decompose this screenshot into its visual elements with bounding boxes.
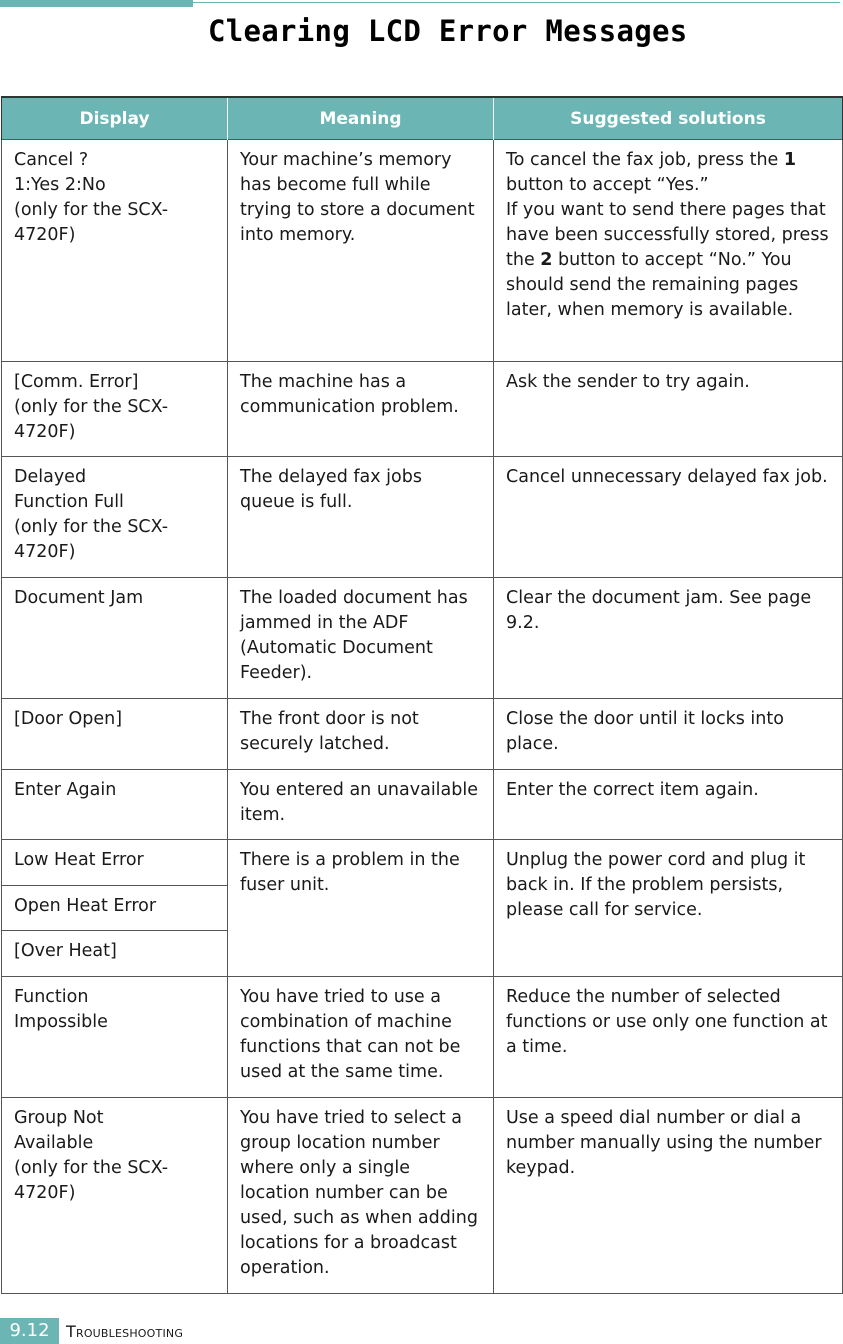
solution-cell: Cancel unnecessary delayed fax job. (494, 457, 843, 578)
display-cell: Cancel ? 1:Yes 2:No (only for the SCX-4720F) (2, 140, 228, 362)
table-row (2, 140, 843, 362)
meaning-cell: Your machine’s memory has become full while trying to store a document into memory. (228, 140, 494, 362)
table-row (2, 362, 843, 457)
table-row (2, 1098, 843, 1294)
display-cell: Low Heat Error (2, 840, 228, 886)
solution-cell: Ask the sender to try again. (494, 362, 843, 457)
display-cell: Document Jam (2, 578, 228, 699)
display-cell: Delayed Function Full (only for the SCX-4720F) (2, 457, 228, 578)
display-cell: Function Impossible (2, 977, 228, 1098)
meaning-cell: The front door is not securely latched. (228, 699, 494, 770)
display-cell: Enter Again (2, 770, 228, 840)
meaning-cell: You have tried to select a group location number where only a single location number can be used, such as when adding locations for a broadcast operation. (228, 1098, 494, 1294)
header-suggested-solutions: Suggested solutions (494, 97, 843, 140)
header-accent-bar (0, 0, 193, 7)
page-number-badge: 9.12 (0, 1318, 59, 1344)
header-rule (193, 2, 840, 3)
page-title: Clearing LCD Error Messages (208, 14, 688, 48)
solution-text: To cancel the fax job, press the (506, 150, 784, 170)
solution-cell: Close the door until it locks into place. (494, 699, 843, 770)
meaning-cell: You have tried to use a combination of machine functions that can not be used at the same time. (228, 977, 494, 1098)
table-row (2, 699, 843, 770)
table-header-row (2, 97, 843, 140)
display-cell: [Door Open] (2, 699, 228, 770)
key-2: 2 (540, 250, 553, 270)
display-cell: [Over Heat] (2, 931, 228, 977)
display-cell: Open Heat Error (2, 886, 228, 931)
solution-cell: Reduce the number of selected functions or use only one function at a time. (494, 977, 843, 1098)
header-display: Display (2, 97, 228, 140)
display-cell: [Comm. Error] (only for the SCX-4720F) (2, 362, 228, 457)
table-row (2, 840, 843, 886)
error-messages-table (1, 96, 843, 1294)
meaning-cell: The loaded document has jammed in the ADF (Automatic Document Feeder). (228, 578, 494, 699)
solution-cell: Enter the correct item again. (494, 770, 843, 840)
table-row (2, 770, 843, 840)
display-cell: Group Not Available (only for the SCX-4720F) (2, 1098, 228, 1294)
table-row (2, 977, 843, 1098)
meaning-cell: You entered an unavailable item. (228, 770, 494, 840)
solution-text: button to accept “Yes.” If you want to send there pages that have been successfully stored, press the (506, 175, 829, 270)
key-1: 1 (783, 150, 797, 170)
meaning-cell: The delayed fax jobs queue is full. (228, 457, 494, 578)
meaning-cell: The machine has a communication problem. (228, 362, 494, 457)
table-row (2, 578, 843, 699)
solution-text: button to accept “No.” You should send the remaining pages later, when memory is available. (506, 250, 799, 320)
solution-cell (494, 140, 843, 362)
solution-cell: Use a speed dial number or dial a number manually using the number keypad. (494, 1098, 843, 1294)
header-meaning: Meaning (228, 97, 494, 140)
solution-cell: Unplug the power cord and plug it back in. If the problem persists, please call for service. (494, 840, 843, 977)
table-row (2, 457, 843, 578)
meaning-cell: There is a problem in the fuser unit. (228, 840, 494, 977)
solution-cell: Clear the document jam. See page 9.2. (494, 578, 843, 699)
section-name: Troubleshooting (66, 1322, 184, 1341)
